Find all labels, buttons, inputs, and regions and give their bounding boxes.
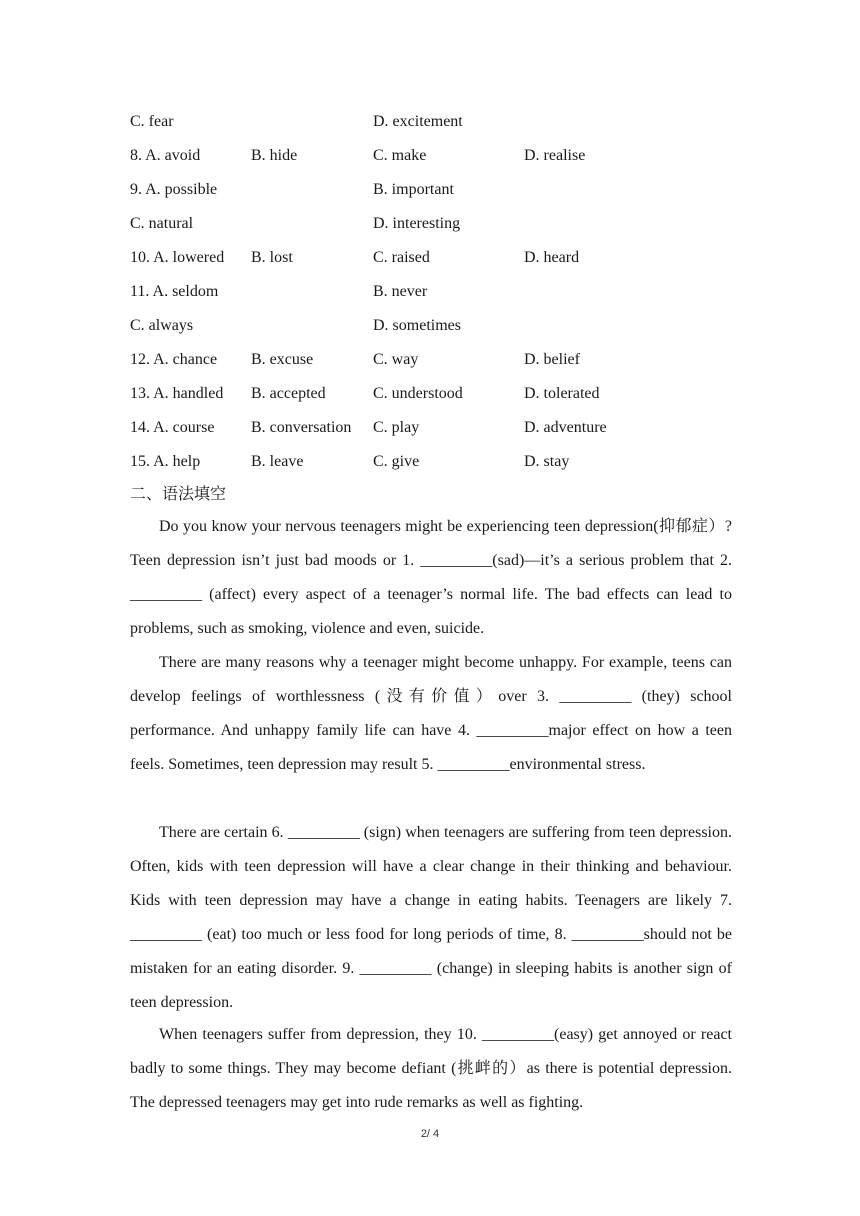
- option-row: [0, 282, 860, 316]
- option-item: B. excuse: [251, 351, 314, 368]
- option-item: 12. A. chance: [130, 351, 218, 368]
- option-row: [0, 112, 860, 146]
- option-row: [0, 146, 860, 180]
- paragraph-4: When teenagers suffer from depression, they 10. _________(easy) get annoyed or react badly to some things. They may become defiant (挑衅的）as there is potential depression. The depressed teenagers may get into rude remarks as well as fighting.: [130, 1026, 732, 1111]
- option-item: 11. A. seldom: [130, 283, 219, 300]
- option-item: C. raised: [373, 249, 430, 266]
- option-item: D. belief: [524, 351, 580, 368]
- option-item: D. excitement: [373, 113, 463, 130]
- option-item: D. interesting: [373, 215, 461, 232]
- option-row: [0, 180, 860, 214]
- option-item: C. play: [373, 419, 420, 436]
- option-item: C. understood: [373, 385, 463, 402]
- option-row: [0, 214, 860, 248]
- option-item: B. important: [373, 181, 454, 198]
- option-row: [0, 350, 860, 384]
- option-item: C. fear: [130, 113, 174, 130]
- option-item: D. tolerated: [524, 385, 600, 402]
- option-row: [0, 248, 860, 282]
- option-row: [0, 384, 860, 418]
- option-item: B. lost: [251, 249, 293, 266]
- option-item: B. hide: [251, 147, 298, 164]
- section-heading: 二、语法填空: [130, 484, 227, 503]
- paragraph-3: There are certain 6. _________ (sign) when teenagers are suffering from teen depression. Often, kids with teen depression will have a clear change in their thinking and behaviour. Kids with teen depression may have a change in eating habits. Teenagers are likely 7. _________ (eat) too much or less food for long periods of time, 8. _________should not be mistaken for an eating disorder. 9. _________ (change) in sleeping habits is another sign of teen depression.: [130, 824, 732, 1011]
- option-item: 10. A. lowered: [130, 249, 225, 266]
- paragraph-1: Do you know your nervous teenagers might be experiencing teen depression(抑郁症）? Teen depression isn’t just bad moods or 1. _________(sad)—it’s a serious problem that 2. _________ (affect) every aspect of a teenager’s normal life. The bad effects can lead to problems, such as smoking, violence and even, suicide.: [130, 518, 732, 637]
- page-number: 2/ 4: [420, 1128, 440, 1140]
- option-item: D. realise: [524, 147, 586, 164]
- option-item: D. stay: [524, 453, 570, 470]
- option-item: D. adventure: [524, 419, 607, 436]
- option-row: [0, 316, 860, 350]
- option-item: C. natural: [130, 215, 194, 232]
- option-row: [0, 418, 860, 452]
- option-item: 9. A. possible: [130, 181, 218, 198]
- option-item: C. make: [373, 147, 427, 164]
- paragraph-2: There are many reasons why a teenager might become unhappy. For example, teens can develop feelings of worthlessness (没有价值）over 3. _________ (they) school performance. And unhappy family life can have 4. _________major effect on how a teen feels. Sometimes, teen depression may result 5. _________environmental stress.: [130, 654, 732, 773]
- option-item: B. leave: [251, 453, 304, 470]
- option-item: 15. A. help: [130, 453, 201, 470]
- option-item: C. give: [373, 453, 420, 470]
- option-item: 8. A. avoid: [130, 147, 201, 164]
- option-item: C. way: [373, 351, 419, 368]
- option-row: [0, 452, 860, 486]
- option-item: C. always: [130, 317, 194, 334]
- option-item: D. heard: [524, 249, 580, 266]
- option-item: B. conversation: [251, 419, 352, 436]
- option-item: 13. A. handled: [130, 385, 224, 402]
- option-item: B. accepted: [251, 385, 326, 402]
- option-item: B. never: [373, 283, 428, 300]
- option-item: D. sometimes: [373, 317, 461, 334]
- option-item: 14. A. course: [130, 419, 215, 436]
